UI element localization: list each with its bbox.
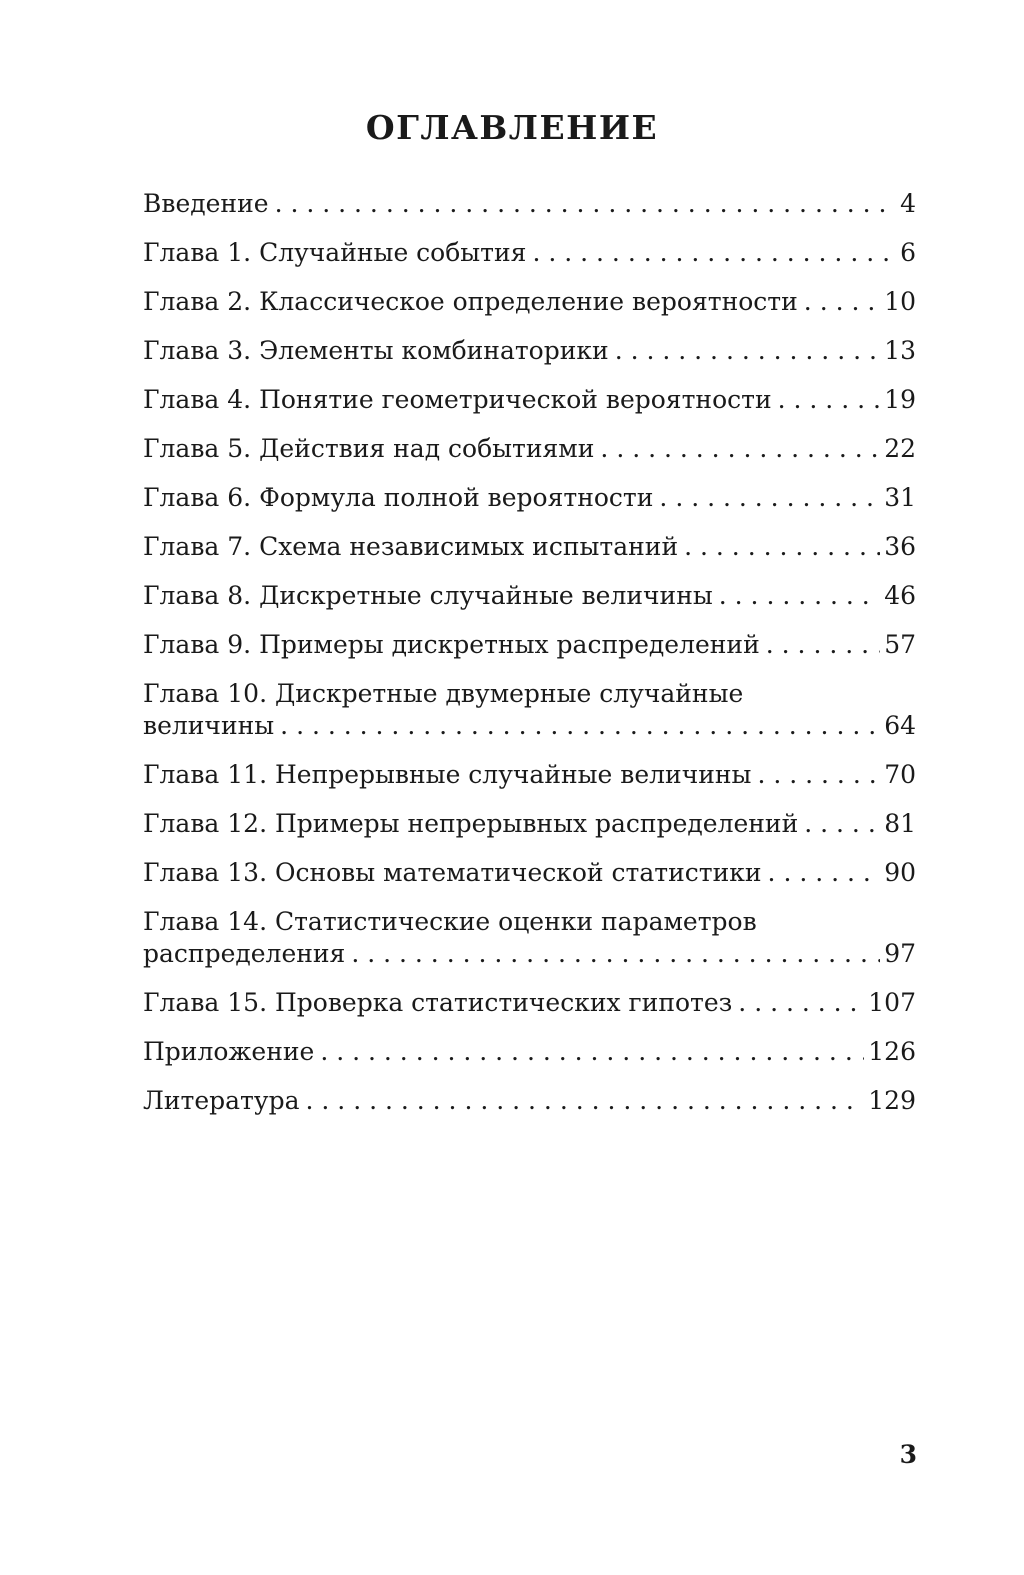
- dot-leader: [306, 1085, 865, 1117]
- dot-leader: [684, 531, 880, 563]
- toc-entry-page: 22: [884, 434, 916, 463]
- toc-entry[interactable]: [143, 580, 916, 612]
- toc-entry-page: 10: [884, 287, 916, 316]
- toc-entry-page: 46: [884, 581, 916, 610]
- dot-leader: [757, 759, 880, 791]
- toc-entry-page: 107: [868, 988, 916, 1017]
- toc-entry-title-continued: распределения: [143, 939, 346, 968]
- toc-entry-title: Глава 8. Дискретные случайные величины: [143, 581, 713, 610]
- toc-entry[interactable]: [143, 531, 916, 563]
- toc-entry-page: 31: [884, 483, 916, 512]
- toc-entry-page: 13: [884, 336, 916, 365]
- toc-entry-page: 90: [884, 858, 916, 887]
- toc-entry[interactable]: [143, 759, 916, 791]
- toc-entry-title: Глава 11. Непрерывные случайные величины: [143, 760, 752, 789]
- dot-leader: [804, 808, 880, 840]
- dot-leader: [351, 938, 880, 970]
- dot-leader: [280, 710, 880, 742]
- dot-leader: [659, 482, 880, 514]
- toc-entry-title: Глава 2. Классическое определение вероятности: [143, 287, 798, 316]
- toc-entry[interactable]: [143, 629, 916, 661]
- toc-entry-title: Приложение: [143, 1037, 315, 1066]
- dot-leader: [766, 629, 880, 661]
- toc-entry[interactable]: [143, 433, 916, 465]
- toc-entry-title: Глава 5. Действия над событиями: [143, 434, 595, 463]
- toc-entry[interactable]: [143, 857, 916, 889]
- page-title: ОГЛАВЛЕНИЕ: [365, 108, 659, 147]
- toc-entry[interactable]: [143, 808, 916, 840]
- toc-entry[interactable]: [143, 1036, 916, 1068]
- toc-entry-title: Литература: [143, 1086, 300, 1115]
- toc-entry-page: 126: [868, 1037, 916, 1066]
- dot-leader: [600, 433, 880, 465]
- toc-entry[interactable]: [143, 1085, 916, 1117]
- toc-entry-page: 6: [900, 238, 916, 267]
- toc-entry[interactable]: [143, 482, 916, 514]
- toc-entry-title: Глава 1. Случайные события: [143, 238, 527, 267]
- toc-entry-title: Глава 4. Понятие геометрической вероятности: [143, 385, 772, 414]
- toc-entry[interactable]: [143, 335, 916, 367]
- toc-entry-page: 36: [884, 532, 916, 561]
- toc-entry-page: 19: [884, 385, 916, 414]
- dot-leader: [804, 286, 880, 318]
- page-number: 3: [899, 1440, 917, 1469]
- toc-entry-page: 4: [900, 189, 916, 218]
- dot-leader: [768, 857, 881, 889]
- toc-entry-title: Глава 15. Проверка статистических гипотез: [143, 988, 733, 1017]
- toc-entry-page: 64: [884, 711, 916, 740]
- toc-entry-page: 70: [884, 760, 916, 789]
- toc-entry-title: Глава 3. Элементы комбинаторики: [143, 336, 609, 365]
- toc-entry[interactable]: [143, 188, 916, 220]
- toc-entry[interactable]: [143, 678, 916, 742]
- dot-leader: [778, 384, 881, 416]
- dot-leader: [532, 237, 896, 269]
- toc-entry[interactable]: [143, 987, 916, 1019]
- dot-leader: [320, 1036, 864, 1068]
- toc-entry[interactable]: [143, 384, 916, 416]
- dot-leader: [615, 335, 881, 367]
- toc-entry[interactable]: [143, 237, 916, 269]
- dot-leader: [275, 188, 897, 220]
- toc-entry[interactable]: [143, 906, 916, 970]
- toc-entry-title: Введение: [143, 189, 269, 218]
- dot-leader: [719, 580, 880, 612]
- toc-entry-title: Глава 13. Основы математической статистики: [143, 858, 762, 887]
- toc-entry-title-continued: величины: [143, 711, 275, 740]
- toc-entry-title: Глава 7. Схема независимых испытаний: [143, 532, 679, 561]
- toc-entry-title: Глава 14. Статистические оценки параметров: [143, 907, 757, 936]
- dot-leader: [738, 987, 864, 1019]
- table-of-contents: [143, 188, 916, 1134]
- toc-entry-title: Глава 6. Формула полной вероятности: [143, 483, 654, 512]
- toc-entry-title: Глава 10. Дискретные двумерные случайные: [143, 679, 744, 708]
- toc-entry-title: Глава 12. Примеры непрерывных распределений: [143, 809, 799, 838]
- toc-entry-page: 81: [884, 809, 916, 838]
- toc-entry-page: 57: [884, 630, 916, 659]
- toc-entry-page: 129: [868, 1086, 916, 1115]
- toc-entry[interactable]: [143, 286, 916, 318]
- toc-entry-title: Глава 9. Примеры дискретных распределений: [143, 630, 760, 659]
- toc-entry-page: 97: [884, 939, 916, 968]
